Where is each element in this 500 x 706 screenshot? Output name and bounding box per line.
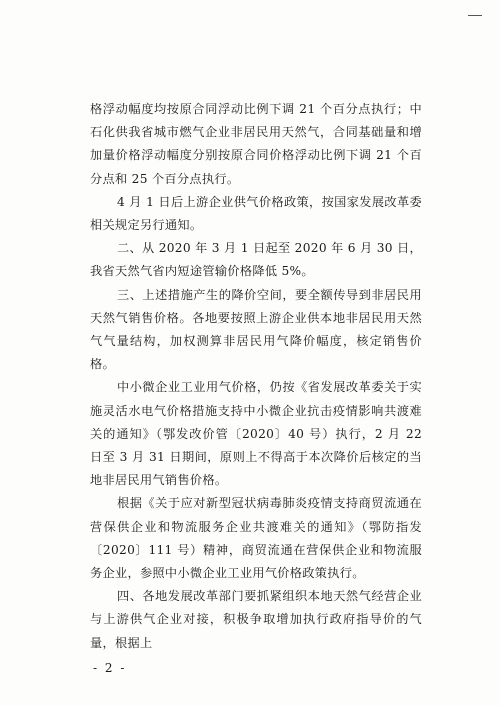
corner-mark xyxy=(468,15,482,16)
paragraph-1: 格浮动幅度均按原合同浮动比例下调 21 个百分点执行；中石化供我省城市燃气企业非居民用天然气，合同基础量和增加量价格浮动幅度分别按原合同价格浮动比例下调 21 个百分点和 25 个百分点执行。 xyxy=(90,102,422,186)
paragraph-2: 4 月 1 日后上游企业供气价格政策，按国家发展改革委相关规定另行通知。 xyxy=(90,194,422,233)
body-text xyxy=(90,98,422,655)
paragraph-3: 二、从 2020 年 3 月 1 日起至 2020 年 6 月 30 日，我省天然气省内短途管输价格降低 5%。 xyxy=(90,241,422,279)
paragraph-6: 根据《关于应对新型冠状病毒肺炎疫情支持商贸流通在营保供企业和物流服务企业共渡难关的通知》（鄂防指发〔2020〕111 号）精神，商贸流通在营保供企业和物流服务企业，参照中小微企业工业用气价格政策执行。 xyxy=(90,496,422,581)
paragraph-4: 三、上述措施产生的降价空间，要全额传导到非居民用天然气销售价格。各地要按照上游企业供本地非居民用天然气气量结构，加权测算非居民用气降价幅度，核定销售价格。 xyxy=(90,287,422,372)
paragraph-5: 中小微企业工业用气价格，仍按《省发展改革委关于实施灵活水电气价格措施支持中小微企业抗击疫情影响共渡难关的通知》（鄂发改价管〔2020〕40 号）执行，2 月 22 日至 3 月 31 日期间，原则上不得高于本次降价后核定的当地非居民用气销售价格。 xyxy=(90,380,422,488)
paragraph-7: 四、各地发展改革部门要抓紧组织本地天然气经营企业与上游供气企业对接，积极争取增加执行政府指导价的气量，根据上 xyxy=(90,589,422,650)
page-number: - 2 - xyxy=(93,661,127,675)
